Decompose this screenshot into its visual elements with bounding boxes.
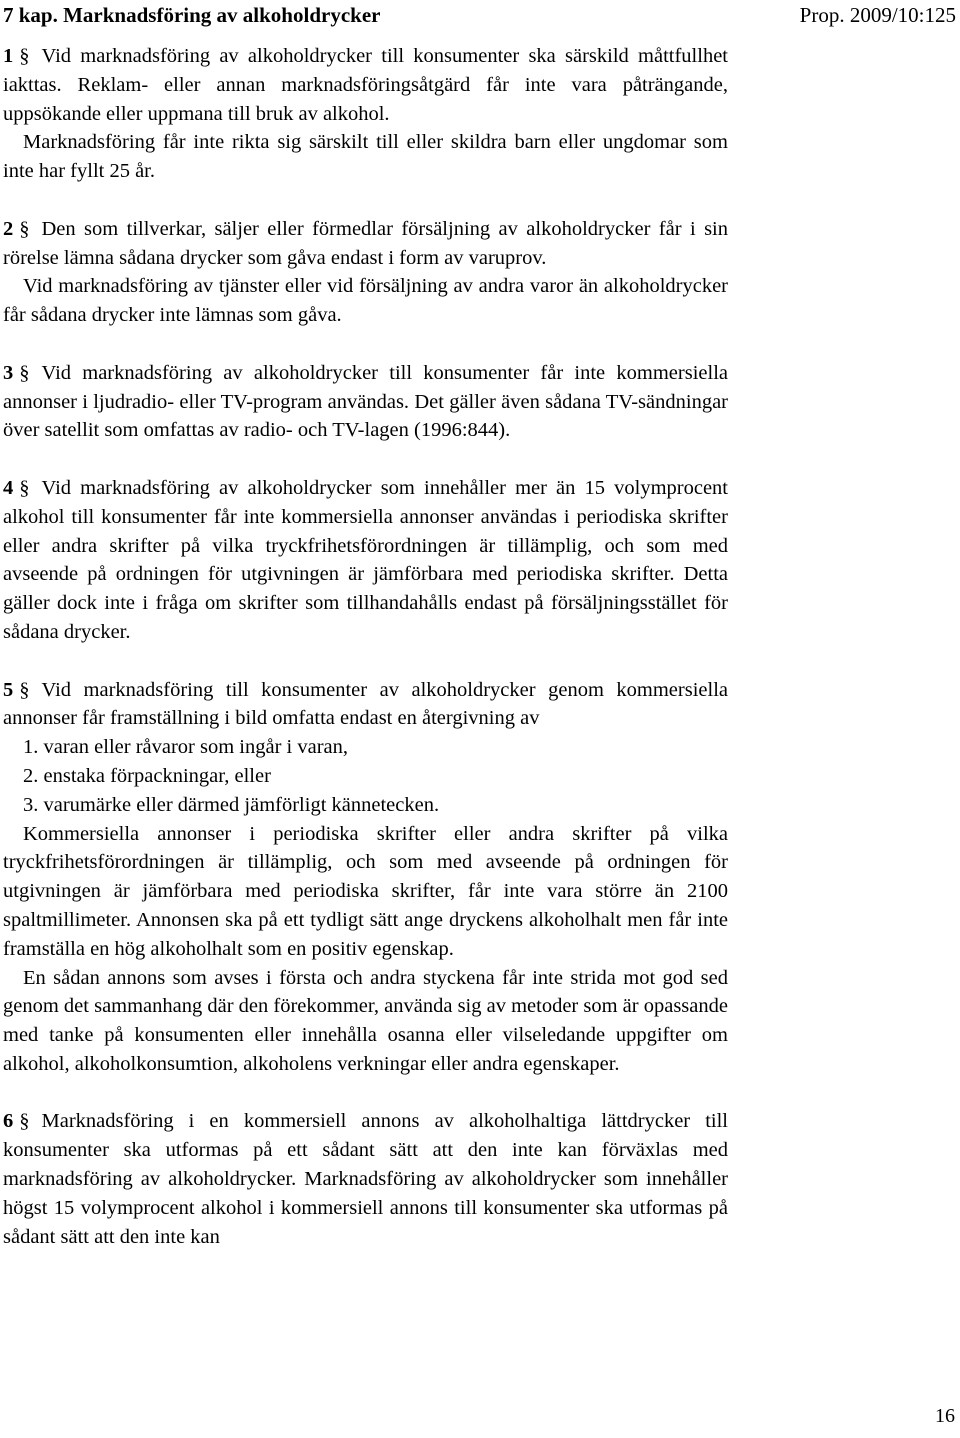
page-header: [3, 1, 960, 31]
section-sign-icon: §: [19, 476, 30, 499]
section-paragraph: [3, 1107, 728, 1251]
section-5: [3, 676, 728, 1079]
section-number: 1: [3, 45, 14, 67]
section-text: Vid marknadsföring till konsumenter av alkoholdrycker genom kommersiella annonser får framställning i bild omfatta endast en återgivning av: [3, 678, 728, 730]
section-text: Vid marknadsföring av alkoholdrycker till konsumenter ska särskild måttfullhet iakttas. Reklam- eller annan marknadsföringsåtgärd får inte vara påträngande, uppsökande eller uppmana till bruk av alkohol.: [3, 45, 728, 125]
section-paragraph: En sådan annons som avses i första och andra styckena får inte strida mot god sed genom det sammanhang där den förekommer, använda sig av metoder som är opassande med tanke på konsumenten eller innehålla osanna eller vilseledande uppgifter om alkohol, alkoholkonsumtion, alkoholens verkningar eller andra egenskaper.: [3, 966, 728, 1075]
section-sign-icon: §: [19, 45, 30, 67]
section-sign-icon: §: [19, 217, 30, 240]
section-paragraph: [3, 676, 728, 734]
section-text: Marknadsföring i en kommersiell annons av alkoholhaltiga lättdrycker till konsumenter ska utformas på ett sådant sätt att den inte kan förväxlas med marknadsföring av alkoholdrycker. Marknadsföring av alkoholdrycker som innehåller högst 15 volymprocent alkohol i kommersiell annons till konsumenter ska utformas på sådant sätt att den inte kan: [3, 1110, 728, 1248]
section-paragraph: [3, 42, 728, 128]
section-paragraph: Vid marknadsföring av tjänster eller vid försäljning av andra varor än alkoholdrycker får sådana drycker inte lämnas som gåva.: [3, 275, 728, 327]
chapter-title: 7 kap. Marknadsföring av alkoholdrycker: [3, 3, 381, 27]
section-paragraph: [3, 359, 728, 445]
document-body: [3, 42, 728, 1251]
section-4: [3, 474, 728, 647]
section-text: Den som tillverkar, säljer eller förmedlar försäljning av alkoholdrycker får i sin rörelse lämna sådana drycker som gåva endast i form av varuprov.: [3, 217, 728, 269]
section-sign-icon: §: [19, 361, 30, 384]
section-paragraph: Marknadsföring får inte rikta sig särskilt till eller skildra barn eller ungdomar som inte har fyllt 25 år.: [3, 131, 728, 183]
section-number: 4: [3, 476, 14, 499]
section-number: 5: [3, 678, 14, 701]
section-paragraph: Kommersiella annonser i periodiska skrifter eller andra skrifter på vilka tryckfrihetsförordningen är tillämplig, och som med avseende på ordningen för utgivningen är jämförbara med periodiska skrifter, får inte vara större än 2100 spaltmillimeter. Annonsen ska på ett tydligt sätt ange dryckens alkoholhalt men får inte framställa en hög alkoholhalt som en positiv egenskap.: [3, 822, 728, 960]
section-number: 6: [3, 1110, 14, 1133]
list-item: 2. enstaka förpackningar, eller: [23, 764, 271, 787]
section-1: [3, 42, 728, 186]
section-sign-icon: §: [19, 678, 30, 701]
section-text: Vid marknadsföring av alkoholdrycker till konsumenter får inte kommersiella annonser i ljudradio- eller TV-program användas. Det gäller även sådana TV-sändningar över satellit som omfattas av radio- och TV-lagen (1996:844).: [3, 361, 728, 442]
section-text: Vid marknadsföring av alkoholdrycker som innehåller mer än 15 volymprocent alkohol till konsumenter får inte kommersiella annonser användas i periodiska skrifter eller andra skrifter på vilka tryckfrihetsförordningen är tillämplig, och som med avseende på ordningen för utgivningen är jämförbara med periodiska skrifter. Detta gäller dock inte i fråga om skrifter som tillhandahålls endast på försäljningsstället för sådana drycker.: [3, 476, 728, 643]
section-number: 2: [3, 217, 14, 240]
section-2: [3, 215, 728, 330]
list-item: 1. varan eller råvaror som ingår i varan,: [23, 736, 349, 759]
section-3: [3, 359, 728, 445]
section-sign-icon: §: [19, 1110, 30, 1133]
section-paragraph: [3, 215, 728, 273]
section-paragraph: [3, 474, 728, 647]
page-number: 16: [935, 1405, 955, 1427]
list-item: 3. varumärke eller därmed jämförligt kännetecken.: [23, 793, 440, 816]
section-6: [3, 1107, 728, 1251]
section-number: 3: [3, 361, 14, 384]
proposition-reference: Prop. 2009/10:125: [799, 3, 956, 27]
